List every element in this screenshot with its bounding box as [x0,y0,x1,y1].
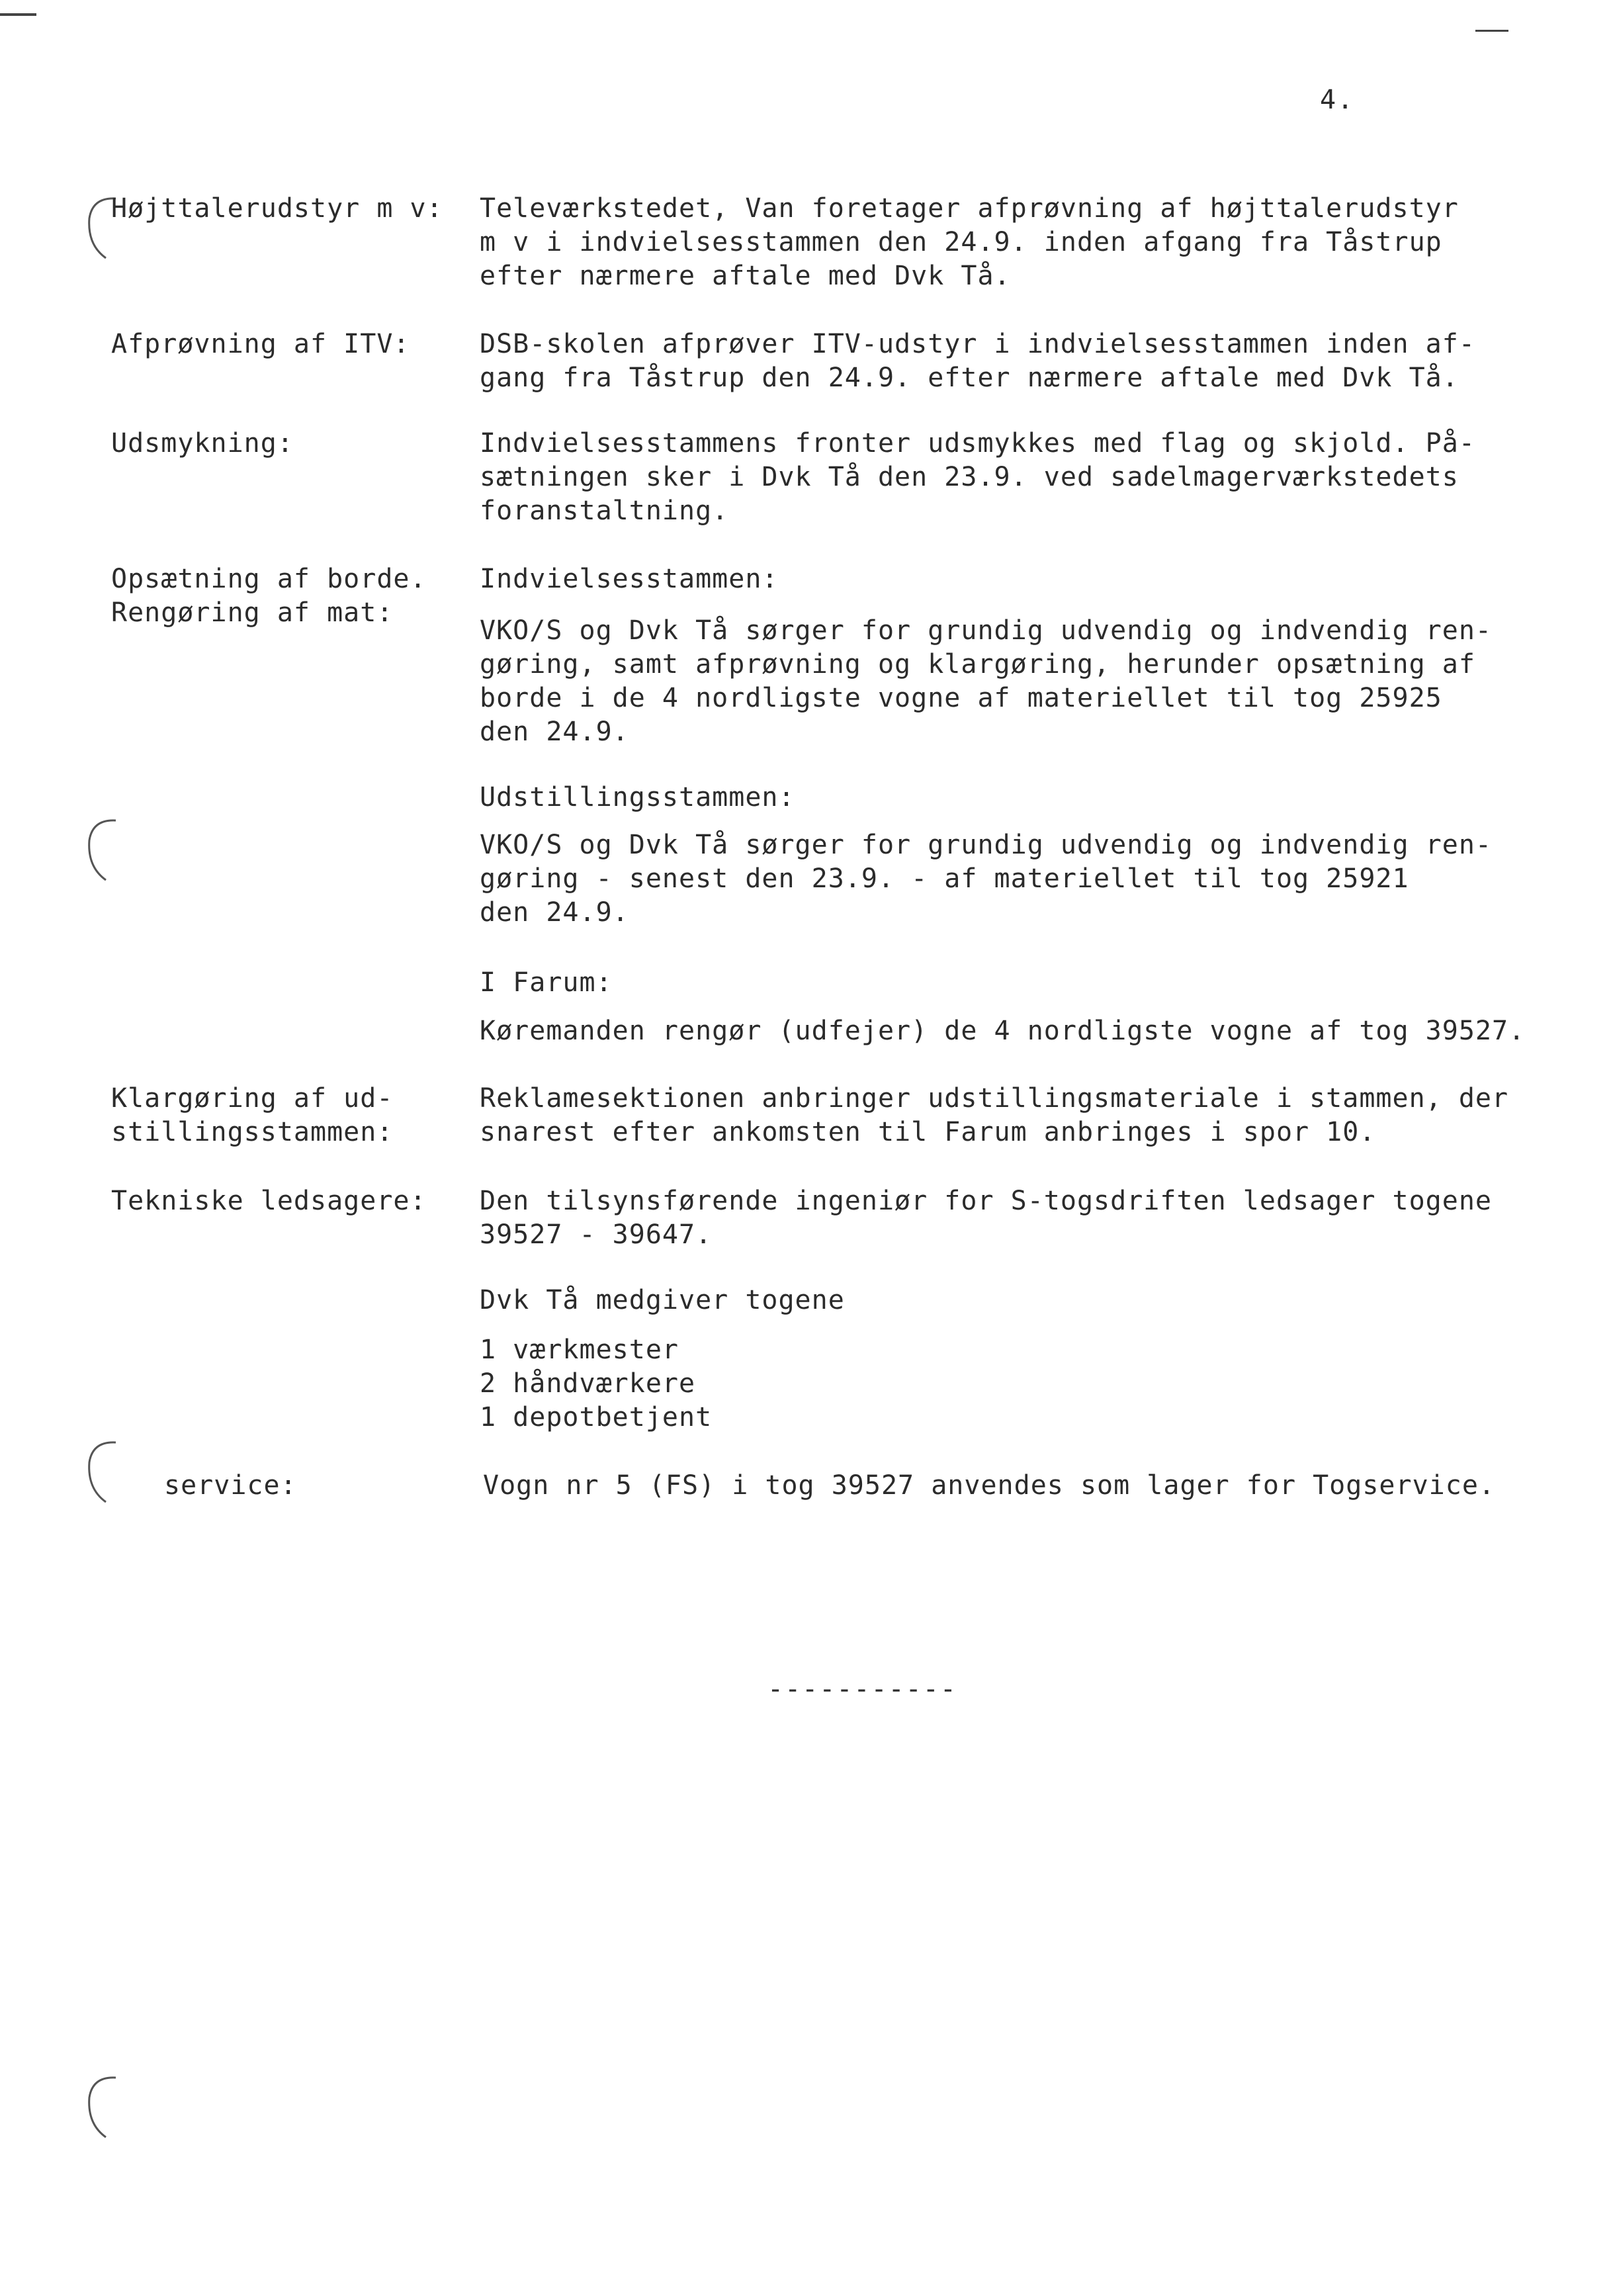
section-label [111,562,468,630]
text-line: gang fra Tåstrup den 24.9. efter nærmere aftale med Dvk Tå. [480,363,1459,393]
list-item: 2 håndværkere [480,1368,696,1399]
label-line: Udsmykning: [111,428,294,459]
text-line: DSB-skolen afprøver ITV-udstyr i indvielsesstammen inden af- [480,329,1475,359]
label-line: stillingsstammen: [111,1117,394,1147]
section-label [111,1082,468,1149]
text-line: 39527 - 39647. [480,1219,713,1250]
subheading: Indvielsesstammen: [480,564,779,594]
label-line: Afprøvning af ITV: [111,329,410,359]
scan-mark [0,13,36,16]
section-label [111,328,468,361]
section-content [480,966,1532,1000]
section-content [483,1469,1535,1503]
label-line: Klargøring af ud- [111,1083,394,1114]
text-line: snarest efter ankomsten til Farum anbringes i spor 10. [480,1117,1376,1147]
end-separator: ----------- [767,1674,957,1704]
label-line: Opsætning af borde. [111,564,427,594]
text-line: gøring - senest den 23.9. - af materiellet til tog 25921 [480,863,1409,894]
section-content [480,427,1532,528]
list-item: 1 depotbetjent [480,1402,713,1433]
text-line: gøring, samt afprøvning og klargøring, herunder opsætning af [480,649,1475,680]
text-line: VKO/S og Dvk Tå sørger for grundig udvendig og indvendig ren- [480,830,1493,860]
text-line: Reklamesektionen anbringer udstillingsmateriale i stammen, der [480,1083,1509,1114]
section-content [480,328,1532,395]
section-content [480,1333,1532,1435]
section-content [480,562,1532,596]
section-content [480,192,1532,293]
section-label [164,1469,521,1503]
text-line: foranstaltning. [480,496,729,526]
subheading: I Farum: [480,967,613,998]
section-content [480,1082,1532,1149]
section-content [480,781,1532,815]
section-content [480,1014,1532,1048]
text-line: Den tilsynsførende ingeniør for S-togsdriften ledsager togene [480,1186,1493,1216]
section-content [480,828,1532,930]
text-line: efter nærmere aftale med Dvk Tå. [480,261,1011,291]
scan-mark [1475,30,1508,32]
label-line: Højttalerudstyr m v: [111,193,443,224]
text-line: borde i de 4 nordligste vogne af materiellet til tog 25925 [480,683,1442,713]
text-line: Indvielsesstammens fronter udsmykkes med flag og skjold. På- [480,428,1475,459]
section-content [480,1284,1532,1317]
list-item: 1 værkmester [480,1335,679,1365]
text-line: den 24.9. [480,897,629,928]
punch-hole-mark [79,2071,119,2144]
label-line: Rengøring af mat: [111,597,394,628]
label-line: Tekniske ledsagere: [111,1186,427,1216]
text-line: Dvk Tå medgiver togene [480,1285,845,1315]
section-content [480,614,1532,749]
text-line: Televærkstedet, Van foretager afprøvning af højttalerudstyr [480,193,1459,224]
label-line: service: [164,1470,297,1501]
page-number: 4. [1320,85,1355,115]
punch-hole-mark [79,1436,119,1509]
section-label [111,1184,468,1218]
subheading: Udstillingsstammen: [480,782,795,813]
punch-hole-mark [79,814,119,887]
text-line: m v i indvielsesstammen den 24.9. inden afgang fra Tåstrup [480,227,1442,257]
section-content [480,1184,1532,1252]
text-line: VKO/S og Dvk Tå sørger for grundig udvendig og indvendig ren- [480,615,1493,646]
section-label [111,427,468,461]
text-line: Køremanden rengør (udfejer) de 4 nordligste vogne af tog 39527. [480,1016,1526,1046]
section-label [111,192,468,226]
text-line: den 24.9. [480,717,629,747]
text-line: sætningen sker i Dvk Tå den 23.9. ved sadelmagerværkstedets [480,462,1459,492]
text-line: Vogn nr 5 (FS) i tog 39527 anvendes som lager for Togservice. [483,1470,1496,1501]
